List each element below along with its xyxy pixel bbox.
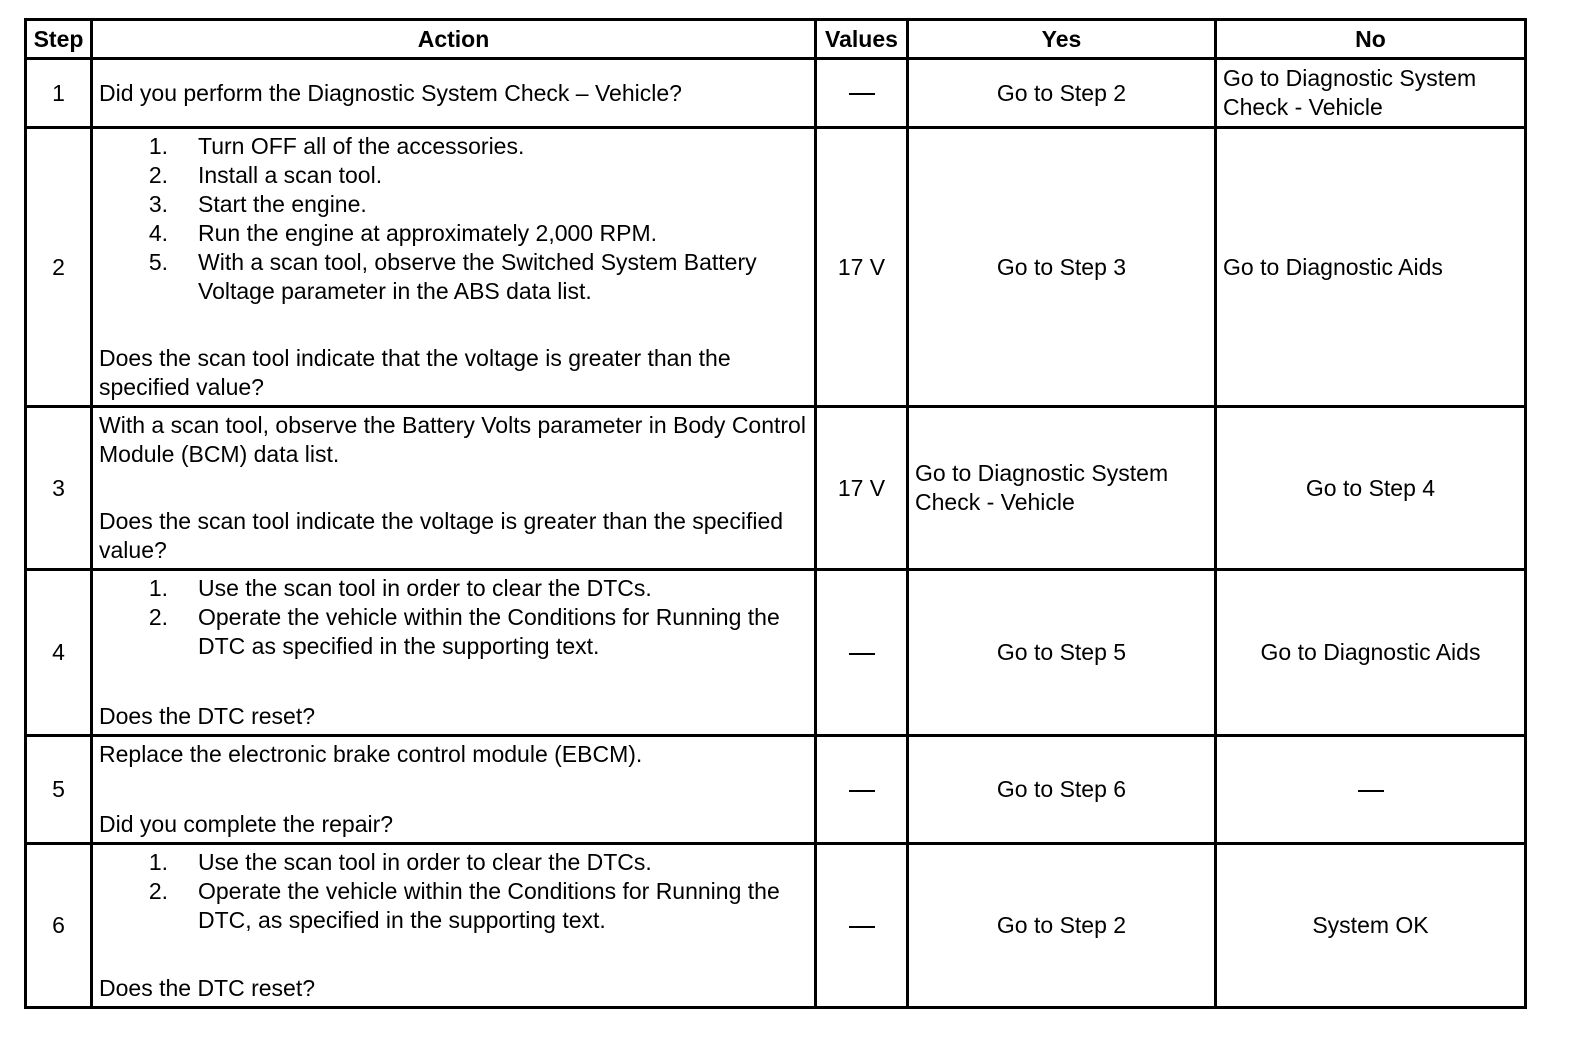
list-item: 2. Operate the vehicle within the Conditions for Running the DTC as specified in the supporting text. xyxy=(148,604,780,659)
no-cell xyxy=(1216,736,1526,844)
table-row xyxy=(26,128,1526,407)
values-cell: 17 V xyxy=(816,128,908,407)
list-item: 3. Start the engine. xyxy=(148,191,367,217)
action-text: With a scan tool, observe the Battery Volts parameter in Body Control Module (BCM) data list. xyxy=(99,412,806,467)
question-text: Does the DTC reset? xyxy=(99,975,316,1001)
no-cell: Go to Step 4 xyxy=(1216,407,1526,570)
values-cell xyxy=(816,736,908,844)
action-text: Replace the electronic brake control module (EBCM). xyxy=(99,741,643,767)
list-item: 2. Operate the vehicle within the Conditions for Running the DTC, as specified in the supporting text. xyxy=(148,878,780,933)
header-yes: Yes xyxy=(908,20,1216,59)
list-item: 4. Run the engine at approximately 2,000 RPM. xyxy=(148,220,657,246)
action-cell xyxy=(92,844,816,1008)
step-number: 3 xyxy=(26,407,92,570)
instruction-list xyxy=(99,848,808,935)
diagnostic-table xyxy=(24,18,1527,1009)
list-item: 5. With a scan tool, observe the Switched System Battery Voltage parameter in the ABS data list. xyxy=(148,249,757,304)
question-text: Does the DTC reset? xyxy=(99,703,316,729)
action-cell xyxy=(92,736,816,844)
list-item: 1. Turn OFF all of the accessories. xyxy=(148,133,525,159)
no-cell: Go to Diagnostic Aids xyxy=(1216,128,1526,407)
no-cell: Go to Diagnostic System Check - Vehicle xyxy=(1216,59,1526,128)
step-number: 2 xyxy=(26,128,92,407)
header-action: Action xyxy=(92,20,816,59)
table-row xyxy=(26,736,1526,844)
values-cell xyxy=(816,570,908,736)
values-cell xyxy=(816,59,908,128)
instruction-list xyxy=(99,132,808,306)
dash-mark xyxy=(849,653,875,655)
table-row xyxy=(26,59,1526,128)
action-text: Did you perform the Diagnostic System Check – Vehicle? xyxy=(99,79,682,106)
no-cell: System OK xyxy=(1216,844,1526,1008)
instruction-list xyxy=(99,574,808,661)
yes-cell: Go to Step 2 xyxy=(908,844,1216,1008)
yes-cell: Go to Step 2 xyxy=(908,59,1216,128)
step-number: 4 xyxy=(26,570,92,736)
yes-cell: Go to Step 6 xyxy=(908,736,1216,844)
header-values: Values xyxy=(816,20,908,59)
yes-cell: Go to Step 3 xyxy=(908,128,1216,407)
dash-mark xyxy=(849,926,875,928)
list-item: 1. Use the scan tool in order to clear the DTCs. xyxy=(148,575,652,601)
values-cell: 17 V xyxy=(816,407,908,570)
step-number: 6 xyxy=(26,844,92,1008)
yes-cell: Go to Diagnostic System Check - Vehicle xyxy=(908,407,1216,570)
values-cell xyxy=(816,844,908,1008)
question-text: Does the scan tool indicate that the voltage is greater than the specified value? xyxy=(99,345,731,400)
action-cell xyxy=(92,128,816,407)
step-number: 1 xyxy=(26,59,92,128)
step-number: 5 xyxy=(26,736,92,844)
table-row xyxy=(26,407,1526,570)
no-cell: Go to Diagnostic Aids xyxy=(1216,570,1526,736)
table-row xyxy=(26,570,1526,736)
list-item: 1. Use the scan tool in order to clear the DTCs. xyxy=(148,849,652,875)
action-cell xyxy=(92,407,816,570)
header-row xyxy=(26,20,1526,59)
dash-mark xyxy=(849,790,875,792)
question-text: Did you complete the repair? xyxy=(99,811,394,837)
action-cell xyxy=(92,59,816,128)
action-cell xyxy=(92,570,816,736)
yes-cell: Go to Step 5 xyxy=(908,570,1216,736)
header-step: Step xyxy=(26,20,92,59)
list-item: 2. Install a scan tool. xyxy=(148,162,383,188)
dash-mark xyxy=(849,93,875,95)
dash-mark xyxy=(1358,790,1384,792)
table-row xyxy=(26,844,1526,1008)
header-no: No xyxy=(1216,20,1526,59)
question-text: Does the scan tool indicate the voltage is greater than the specified value? xyxy=(99,508,784,563)
